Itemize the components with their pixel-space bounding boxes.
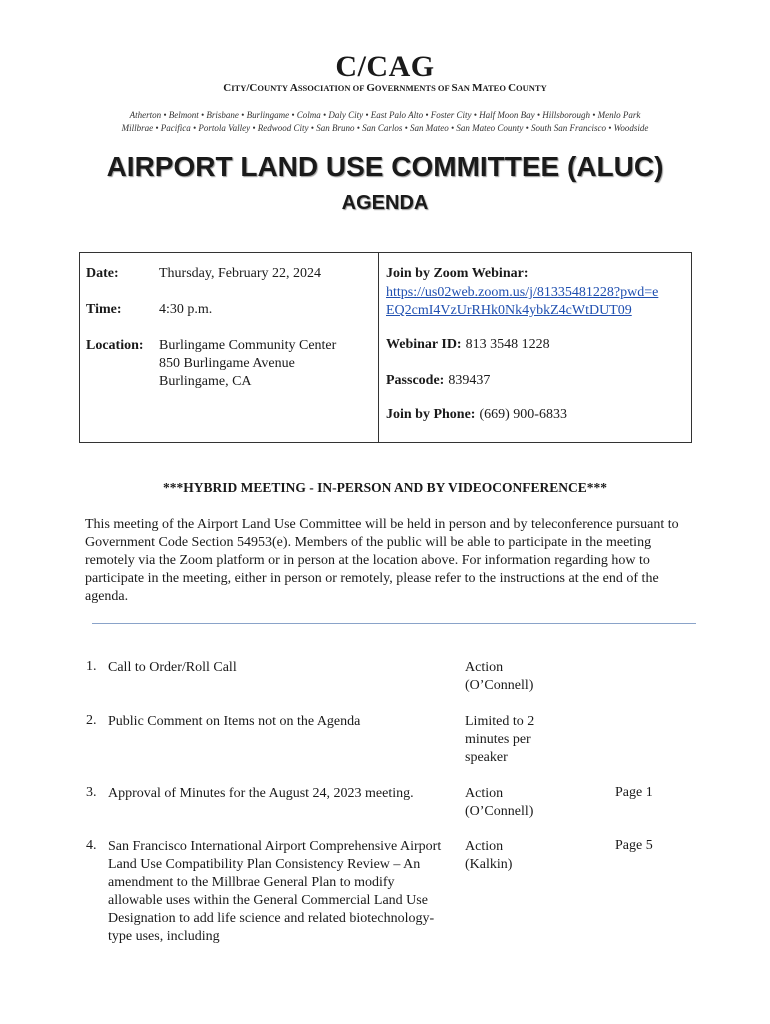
hybrid-meeting-notice: ***HYBRID MEETING - IN-PERSON AND BY VIDEOCONFERENCE*** [162, 480, 608, 495]
agenda-item-text: Call to Order/Roll Call [108, 660, 237, 675]
agenda-item-action: Action (O’Connell) [465, 786, 534, 819]
zoom-link-line-1[interactable]: https://us02web.zoom.us/j/81335481228?pwd=e [386, 285, 659, 300]
date-value: Thursday, February 22, 2024 [159, 266, 322, 281]
webinar-id-label: Webinar ID: [386, 337, 462, 352]
agenda-item-action: Limited to 2 minutes per speaker [465, 714, 535, 765]
notice-paragraph: This meeting of the Airport Land Use Committee will be held in person and by teleconference pursuant to Government Code Section 54953(e). Members of the public will be able to participate in the meeting remotely via the Zoom platform or in person at the location above. For information regarding how to participate in the meeting, either in person or remotely, please refer to the instructions at the end of the agenda. [85, 517, 679, 604]
agenda-item-text: Public Comment on Items not on the Agenda [108, 714, 361, 729]
location-line-3: Burlingame, CA [159, 374, 252, 389]
location-line-1: Burlingame Community Center [159, 338, 337, 353]
section-divider [92, 623, 696, 624]
agenda-item-number: 4. [86, 838, 97, 853]
passcode-label: Passcode: [386, 373, 445, 388]
member-cities-line-1: Atherton • Belmont • Brisbane • Burlingame • Colma • Daly City • East Palo Alto • Foster City • Half Moon Bay • Hillsborough • Menlo Park [129, 110, 641, 120]
phone-row [386, 405, 567, 423]
zoom-webinar-link[interactable] [386, 284, 686, 320]
org-acronym: C/CAG [335, 50, 435, 83]
agenda-item-number: 3. [86, 785, 97, 800]
info-box-divider [378, 252, 379, 442]
agenda-item-action: Action (O’Connell) [465, 660, 534, 693]
document-title: AIRPORT LAND USE COMMITTEE (ALUC) [106, 151, 664, 182]
zoom-webinar-label: Join by Zoom Webinar: [386, 266, 529, 281]
time-label: Time: [86, 302, 122, 317]
passcode-row [386, 371, 490, 389]
location-line-2: 850 Burlingame Avenue [159, 356, 295, 371]
phone-label: Join by Phone: [386, 407, 476, 422]
zoom-link-line-2[interactable]: EQ2cmI4VzUrRHk0Nk4ybkZ4cWtDUT09 [386, 303, 632, 318]
agenda-item-text: Approval of Minutes for the August 24, 2023 meeting. [108, 786, 414, 801]
webinar-id-value: 813 3548 1228 [465, 337, 550, 352]
location-label: Location: [86, 338, 144, 353]
agenda-item-number: 1. [86, 659, 97, 674]
agenda-item-action: Action (Kalkin) [465, 839, 513, 872]
document-subtitle: AGENDA [341, 192, 429, 214]
agenda-item-text: San Francisco International Airport Comprehensive Airport Land Use Compatibility Plan Consistency Review – An amendment to the Millbrae General Plan to modify allowable uses within the General Commercial Land Use Designation to add life science and related biotechnology-type uses, including [108, 839, 442, 944]
time-value: 4:30 p.m. [159, 302, 213, 317]
webinar-id-row [386, 335, 550, 353]
agenda-item-number: 2. [86, 713, 97, 728]
passcode-value: 839437 [448, 373, 491, 388]
date-label: Date: [86, 266, 119, 281]
org-full-name: CITY/COUNTY ASSOCIATION OF GOVERNMENTS OF SAN MATEO COUNTY [223, 82, 547, 94]
member-cities-line-2: Millbrae • Pacifica • Portola Valley • Redwood City • San Bruno • San Carlos • San Mateo • San Mateo County • South San Francisco • Woodside [121, 123, 649, 133]
phone-value: (669) 900-6833 [479, 407, 567, 422]
agenda-item-page: Page 1 [615, 785, 653, 800]
agenda-item-page: Page 5 [615, 838, 653, 853]
